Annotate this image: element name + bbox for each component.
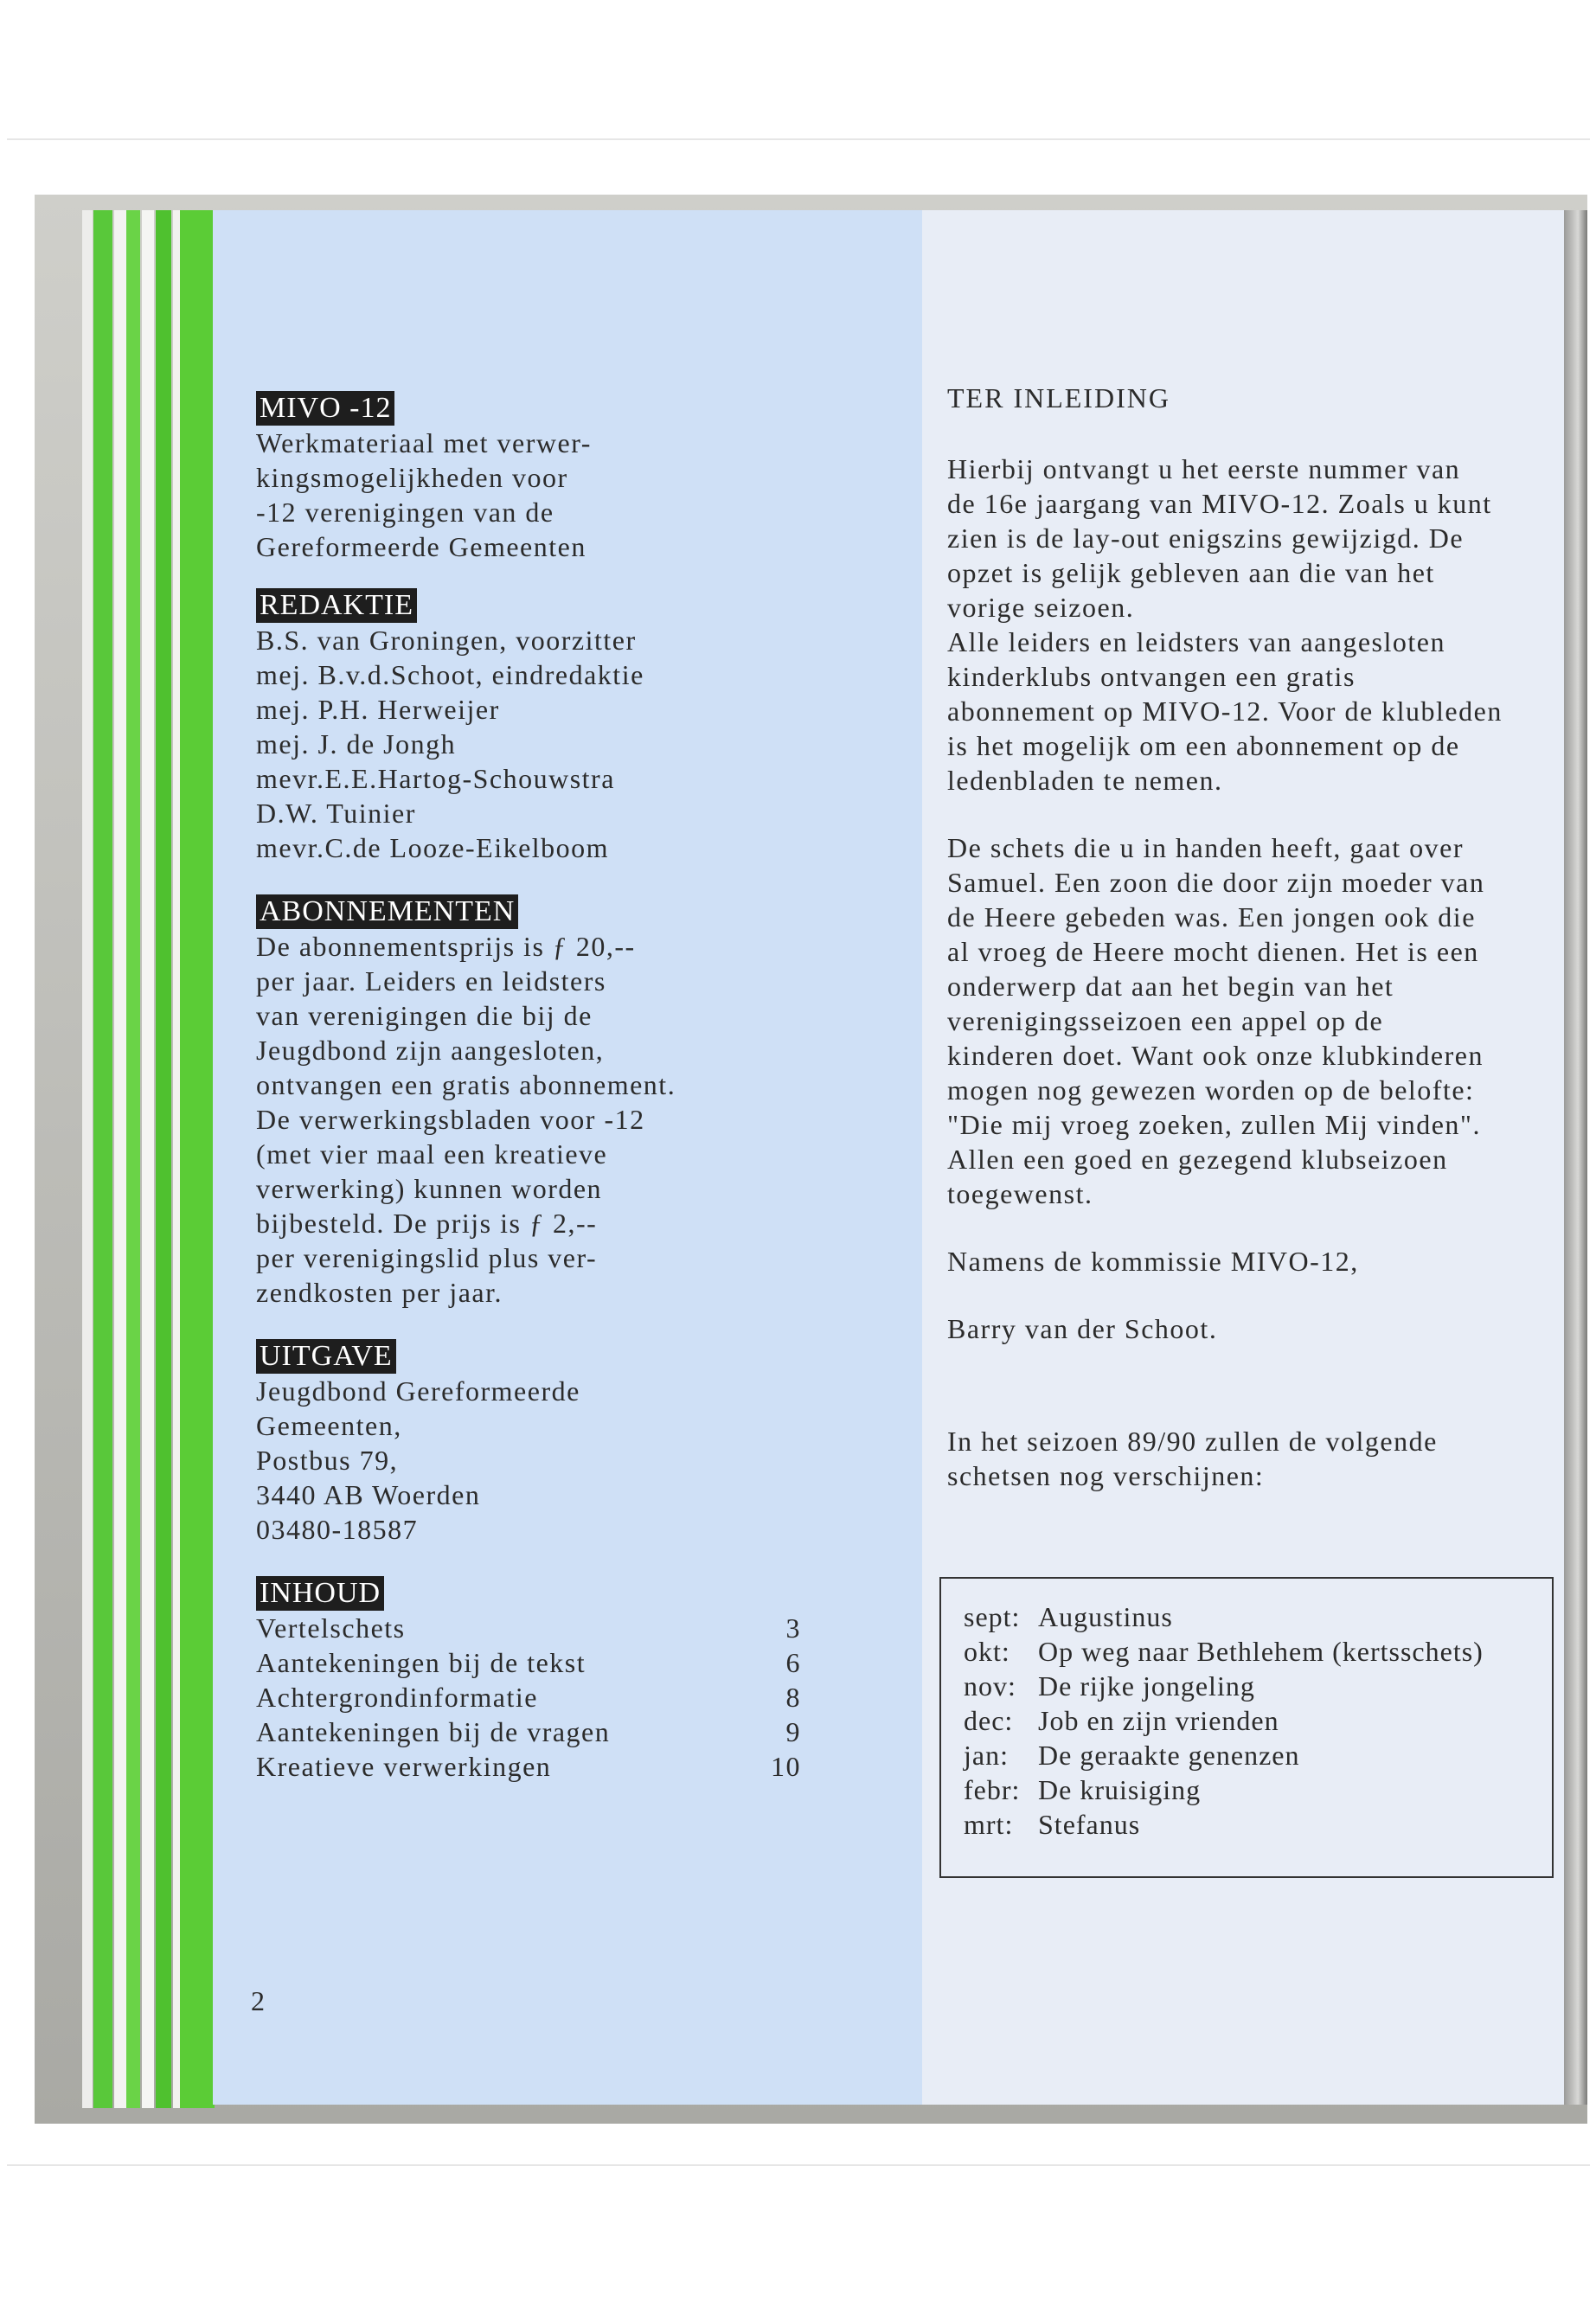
editor-line: B.S. van Groningen, voorzitter (256, 625, 637, 656)
editor-line: mej. J. de Jongh (256, 728, 457, 760)
intro-line: Hierbij ontvangt u het eerste nummer van (947, 453, 1461, 484)
season-note-line: schetsen nog verschijnen: (947, 1460, 1265, 1491)
mivo-label: MIVO -12 (256, 391, 394, 426)
inhoud-section (256, 1576, 810, 1784)
subscription-line: Jeugdbond zijn aangesloten, (256, 1035, 605, 1066)
abonnementen-section (256, 894, 810, 1310)
schedule-row (964, 1772, 1552, 1807)
redaktie-label: REDAKTIE (256, 588, 417, 623)
mivo-line: Gereformeerde Gemeenten (256, 531, 586, 562)
schedule-row (964, 1669, 1552, 1703)
toc-title: Vertelschets (256, 1612, 406, 1644)
schedule-box (939, 1577, 1554, 1878)
signature-line: Barry van der Schoot. (947, 1313, 1218, 1344)
schedule-row (964, 1703, 1552, 1738)
intro-line: vorige seizoen. (947, 592, 1135, 623)
schedule-title: De kruisiging (1038, 1774, 1202, 1805)
toc-title: Kreatieve verwerkingen (256, 1751, 552, 1782)
schedule-month: nov: (964, 1670, 1016, 1702)
publisher-line: Postbus 79, (256, 1445, 399, 1476)
intro-line: verenigingsseizoen een appel op de (947, 1005, 1384, 1036)
schedule-row (964, 1599, 1552, 1634)
intro-line: Samuel. Een zoon die door zijn moeder van (947, 867, 1485, 898)
subscription-line: van verenigingen die bij de (256, 1000, 593, 1031)
intro-heading: TER INLEIDING (947, 382, 1170, 413)
intro-line: toegewenst. (947, 1178, 1093, 1209)
closing-line: Namens de kommissie MIVO-12, (947, 1246, 1359, 1277)
schedule-row (964, 1738, 1552, 1772)
schedule-month: febr: (964, 1774, 1021, 1805)
editor-line: mevr.E.E.Hartog-Schouwstra (256, 763, 615, 794)
schedule-row (964, 1634, 1552, 1669)
page-edge-stripe (180, 210, 215, 2108)
subscription-line: bijbesteld. De prijs is ƒ 2,-- (256, 1208, 598, 1239)
page-edge-stripe (173, 210, 180, 2108)
subscription-line: per verenigingslid plus ver- (256, 1242, 598, 1273)
schedule-title: Job en zijn vrienden (1038, 1705, 1279, 1736)
abonnementen-label: ABONNEMENTEN (256, 894, 518, 929)
schedule-title: De rijke jongeling (1038, 1670, 1255, 1702)
intro-line: zien is de lay-out enigszins gewijzigd. De (947, 522, 1465, 554)
intro-line: De schets die u in handen heeft, gaat over (947, 832, 1465, 863)
intro-line: al vroeg de Heere mocht dienen. Het is een (947, 936, 1479, 967)
intro-line: "Die mij vroeg zoeken, zullen Mij vinden". (947, 1109, 1481, 1140)
subscription-line: zendkosten per jaar. (256, 1277, 503, 1308)
publisher-line: Jeugdbond Gereformeerde (256, 1375, 580, 1407)
mivo-line: -12 verenigingen van de (256, 497, 554, 528)
schedule-month: jan: (964, 1740, 1009, 1771)
subscription-line: ontvangen een gratis abonnement. (256, 1069, 676, 1100)
schedule-title: Augustinus (1038, 1601, 1173, 1632)
season-note (947, 1424, 1553, 1493)
intro-line: is het mogelijk om een abonnement op de (947, 730, 1460, 761)
page-edge-stripe (142, 210, 154, 2108)
uitgave-label: UITGAVE (256, 1339, 396, 1374)
toc-title: Aantekeningen bij de tekst (256, 1647, 586, 1678)
toc-row (256, 1715, 801, 1749)
mivo-line: Werkmateriaal met verwer- (256, 427, 592, 458)
intro-line: onderwerp dat aan het begin van het (947, 971, 1394, 1002)
publisher-line: 3440 AB Woerden (256, 1479, 481, 1510)
toc-row (256, 1749, 801, 1784)
closing (947, 1244, 1553, 1279)
intro-line: opzet is gelijk gebleven aan die van het (947, 557, 1435, 588)
page-fold-shadow (1564, 210, 1587, 2105)
intro-line: ledenbladen te nemen. (947, 765, 1223, 796)
mivo-section (256, 391, 810, 564)
toc-page: 3 (785, 1612, 801, 1644)
publisher-line: 03480-18587 (256, 1514, 419, 1545)
subscription-line: De verwerkingsbladen voor -12 (256, 1104, 645, 1135)
intro-line: Allen een goed en gezegend klubseizoen (947, 1144, 1448, 1175)
intro-paragraph-1 (947, 452, 1553, 798)
toc-page: 9 (785, 1716, 801, 1747)
intro-line: kinderklubs ontvangen een gratis (947, 661, 1356, 692)
intro-paragraph-2 (947, 830, 1553, 1211)
page-number: 2 (251, 1985, 265, 2016)
right-column (947, 381, 1553, 1526)
toc-title: Achtergrondinformatie (256, 1682, 538, 1713)
intro-line: kinderen doet. Want ook onze klubkinderen (947, 1040, 1484, 1071)
subscription-line: (met vier maal een kreatieve (256, 1138, 608, 1170)
subscription-line: per jaar. Leiders en leidsters (256, 965, 606, 997)
signature (947, 1311, 1553, 1346)
left-column (256, 391, 810, 1808)
toc-page: 6 (785, 1647, 801, 1678)
intro-line: de Heere gebeden was. Een jongen ook die (947, 901, 1476, 933)
toc-page: 8 (785, 1682, 801, 1713)
schedule-title: Stefanus (1038, 1809, 1141, 1840)
schedule-month: mrt: (964, 1809, 1014, 1840)
season-note-line: In het seizoen 89/90 zullen de volgende (947, 1426, 1438, 1457)
intro-line: Alle leiders en leidsters van aangesloten (947, 626, 1445, 657)
editor-line: mej. P.H. Herweijer (256, 694, 500, 725)
publisher-line: Gemeenten, (256, 1410, 402, 1441)
schedule-title: Op weg naar Bethlehem (kertsschets) (1038, 1636, 1484, 1667)
page-edge-stripe (114, 210, 126, 2108)
schedule-month: sept: (964, 1601, 1021, 1632)
intro-line: mogen nog gewezen worden op de belofte: (947, 1074, 1475, 1106)
toc-row (256, 1611, 801, 1645)
toc-row (256, 1680, 801, 1715)
inhoud-label: INHOUD (256, 1576, 384, 1611)
intro-line: abonnement op MIVO-12. Voor de klubleden (947, 695, 1503, 727)
schedule-month: okt: (964, 1636, 1010, 1667)
subscription-line: De abonnementsprijs is ƒ 20,-- (256, 931, 636, 962)
page-edge-stripe (156, 210, 171, 2108)
mivo-line: kingsmogelijkheden voor (256, 462, 568, 493)
schedule-row (964, 1807, 1552, 1842)
schedule-title: De geraakte genenzen (1038, 1740, 1300, 1771)
uitgave-section (256, 1339, 810, 1547)
editor-line: D.W. Tuinier (256, 798, 416, 829)
toc-row (256, 1645, 801, 1680)
toc-title: Aantekeningen bij de vragen (256, 1716, 611, 1747)
intro-line: de 16e jaargang van MIVO-12. Zoals u kunt (947, 488, 1492, 519)
editor-line: mej. B.v.d.Schoot, eindredaktie (256, 659, 644, 690)
subscription-line: verwerking) kunnen worden (256, 1173, 603, 1204)
schedule-month: dec: (964, 1705, 1014, 1736)
editor-line: mevr.C.de Looze-Eikelboom (256, 832, 610, 863)
toc-page: 10 (771, 1751, 801, 1782)
redaktie-section (256, 588, 810, 865)
page-edge-stripe (126, 210, 140, 2108)
page-edge-stripe (82, 210, 93, 2108)
page-edge-stripe (93, 210, 112, 2108)
